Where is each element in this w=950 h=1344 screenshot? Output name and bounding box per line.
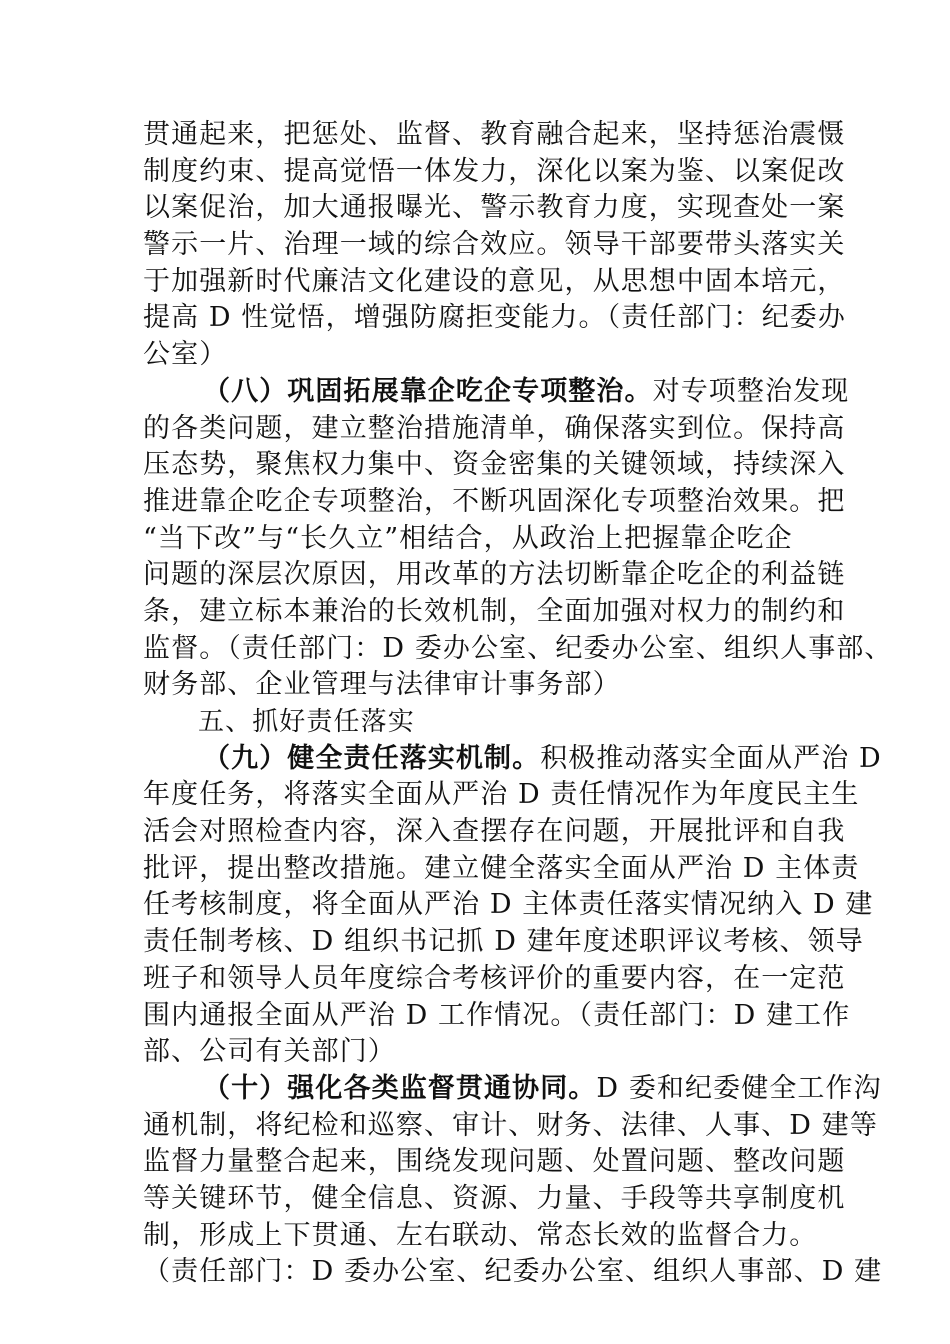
- item-8-title: （八）巩固拓展靠企吃企专项整治。: [203, 375, 653, 407]
- text-line: 公室）: [143, 339, 228, 371]
- item-9-first-line: [143, 741, 882, 778]
- text-line: 条，建立标本兼治的长效机制，全面加强对权力的制约和: [143, 595, 846, 627]
- text-line: （责任部门：D 委办公室、纪委办公室、组织人事部、D 建: [143, 1256, 883, 1288]
- text-line: 于加强新时代廉洁文化建设的意见，从思想中固本培元，: [143, 265, 846, 297]
- text-line: 提高 D 性觉悟，增强防腐拒变能力。（责任部门：纪委办: [143, 302, 847, 334]
- text-line: 监督。（责任部门：D 委办公室、纪委办公室、组织人事部、: [143, 632, 893, 664]
- text-line: “当下改”与“长久立”相结合，从政治上把握靠企吃企: [143, 522, 793, 554]
- text-line: 推进靠企吃企专项整治，不断巩固深化专项整治效果。把: [143, 485, 846, 517]
- text-line: 责任制考核、D 组织书记抓 D 建年度述职评议考核、领导: [143, 926, 864, 958]
- text-line: 的各类问题，建立整治措施清单，确保落实到位。保持高: [143, 412, 846, 444]
- text-line: 批评，提出整改措施。建立健全落实全面从严治 D 主体责: [143, 852, 860, 884]
- text-line: 部、公司有关部门）: [143, 1036, 396, 1068]
- item-9-text: 积极推动落实全面从严治 D: [540, 742, 882, 774]
- text-line: 制，形成上下贯通、左右联动、常态长效的监督合力。: [143, 1219, 818, 1251]
- item-9-title: （九）健全责任落实机制。: [203, 742, 541, 774]
- item-10-title: （十）强化各类监督贯通协同。: [203, 1072, 597, 1104]
- item-8-text: 对专项整治发现: [652, 375, 850, 407]
- text-line: 问题的深层次原因，用改革的方法切断靠企吃企的利益链: [143, 559, 846, 591]
- item-10-first-line: [143, 1071, 882, 1108]
- item-8-first-line: [143, 374, 850, 411]
- text-line: 围内通报全面从严治 D 工作情况。（责任部门：D 建工作: [143, 999, 851, 1031]
- document-page: [143, 117, 893, 1291]
- text-line: 财务部、企业管理与法律审计事务部）: [143, 669, 621, 701]
- section-heading: 五、抓好责任落实: [198, 707, 415, 737]
- text-line: 贯通起来，把惩处、监督、教育融合起来，坚持惩治震慑: [143, 119, 846, 150]
- text-line: 监督力量整合起来，围绕发现问题、处置问题、整改问题: [143, 1146, 846, 1178]
- text-line: 压态势，聚焦权力集中、资金密集的关键领域，持续深入: [143, 449, 846, 481]
- item-10-text: D 委和纪委健全工作沟: [596, 1072, 882, 1104]
- text-line: 等关键环节，健全信息、资源、力量、手段等共享制度机: [143, 1182, 846, 1214]
- text-line: 活会对照检查内容，深入查摆存在问题，开展批评和自我: [143, 816, 846, 848]
- text-line: 班子和领导人员年度综合考核评价的重要内容，在一定范: [143, 962, 846, 994]
- text-line: 年度任务，将落实全面从严治 D 责任情况作为年度民主生: [143, 779, 860, 811]
- text-line: 警示一片、治理一域的综合效应。领导干部要带头落实关: [143, 229, 846, 261]
- text-line: 通机制，将纪检和巡察、审计、财务、法律、人事、D 建等: [143, 1109, 878, 1141]
- text-line: 制度约束、提高觉悟一体发力，深化以案为鉴、以案促改: [143, 155, 846, 187]
- text-line: 任考核制度，将全面从严治 D 主体责任落实情况纳入 D 建: [143, 889, 874, 921]
- text-line: 以案促治，加大通报曝光、警示教育力度，实现查处一案: [143, 192, 846, 224]
